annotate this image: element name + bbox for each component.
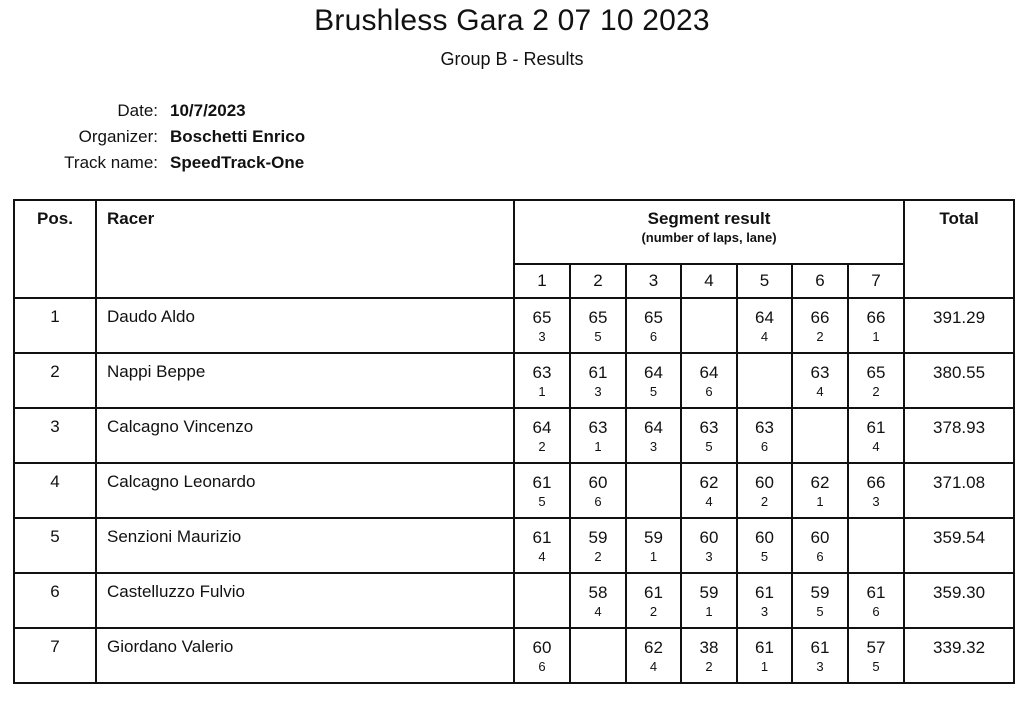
total-cell: 380.55 — [904, 353, 1014, 408]
lane-value: 4 — [649, 659, 658, 674]
table-row — [14, 353, 1014, 408]
lane-value: 6 — [760, 439, 769, 454]
track-label: Track name: — [64, 153, 158, 172]
segment-number: 4 — [681, 264, 737, 298]
segment-result-cell — [792, 518, 848, 573]
laps-value — [515, 574, 569, 583]
segment-result-cell — [514, 408, 570, 463]
laps-value: 64 — [532, 418, 552, 437]
segment-result-cell — [681, 463, 737, 518]
laps-value: 62 — [699, 473, 719, 492]
segment-result-cell — [626, 518, 681, 573]
laps-value: 61 — [532, 528, 552, 547]
segment-number: 5 — [737, 264, 792, 298]
segment-result-cell — [737, 408, 792, 463]
racer-name-cell: Daudo Aldo — [96, 298, 514, 353]
lane-value: 5 — [649, 384, 658, 399]
lane-value: 3 — [538, 329, 546, 344]
laps-value: 63 — [699, 418, 719, 437]
laps-value: 62 — [810, 473, 830, 492]
segment-result-cell — [737, 628, 792, 683]
total-header: Total — [904, 200, 1014, 298]
laps-value: 66 — [866, 473, 886, 492]
table-row — [14, 463, 1014, 518]
total-cell: 391.29 — [904, 298, 1014, 353]
laps-value: 60 — [699, 528, 719, 547]
segment-result-cell — [737, 463, 792, 518]
laps-value: 63 — [810, 363, 830, 382]
segment-result-cell — [626, 573, 681, 628]
page-subtitle: Group B - Results — [440, 49, 584, 69]
laps-value — [682, 299, 736, 308]
racer-name-cell: Giordano Valerio — [96, 628, 514, 683]
total-cell: 359.30 — [904, 573, 1014, 628]
racer-name-cell: Castelluzzo Fulvio — [96, 573, 514, 628]
segment-result-cell — [514, 463, 570, 518]
lane-value: 5 — [760, 549, 769, 564]
laps-value: 59 — [644, 528, 663, 547]
racer-name-cell: Calcagno Vincenzo — [96, 408, 514, 463]
position-cell: 7 — [14, 628, 96, 683]
position-cell: 1 — [14, 298, 96, 353]
lane-value: 6 — [816, 549, 824, 564]
laps-value: 63 — [755, 418, 774, 437]
laps-value: 64 — [644, 363, 663, 382]
racer-name-cell: Calcagno Leonardo — [96, 463, 514, 518]
lane-value: 3 — [705, 549, 713, 564]
position-cell: 4 — [14, 463, 96, 518]
segment-result-cell — [626, 408, 681, 463]
segment-result-cell — [792, 628, 848, 683]
segment-result-cell — [737, 573, 792, 628]
lane-value: 1 — [594, 439, 602, 454]
segment-result-cell — [681, 408, 737, 463]
segment-result-header — [514, 200, 904, 264]
results-body — [14, 298, 1014, 683]
segment-result-cell — [737, 298, 792, 353]
organizer-row — [40, 124, 305, 150]
laps-value: 60 — [755, 528, 774, 547]
table-row — [14, 628, 1014, 683]
laps-value: 66 — [866, 308, 886, 327]
page-title: Brushless Gara 2 07 10 2023 — [314, 4, 710, 37]
lane-value: 4 — [538, 549, 546, 564]
position-cell: 3 — [14, 408, 96, 463]
laps-value — [571, 629, 625, 638]
racer-header: Racer — [96, 200, 514, 298]
lane-value: 2 — [705, 659, 713, 674]
results-header — [14, 200, 1014, 298]
lane-value: 5 — [594, 329, 602, 344]
header-row — [14, 200, 1014, 264]
laps-value — [793, 409, 847, 418]
segment-result-cell — [848, 463, 904, 518]
lane-value: 2 — [816, 329, 824, 344]
segment-result-cell — [626, 463, 681, 518]
segment-result-cell — [681, 518, 737, 573]
table-row — [14, 518, 1014, 573]
laps-value: 38 — [699, 638, 719, 657]
table-row — [14, 573, 1014, 628]
segment-result-cell — [681, 298, 737, 353]
laps-value: 59 — [699, 583, 719, 602]
lane-value: 3 — [872, 494, 880, 509]
laps-value: 61 — [866, 583, 886, 602]
table-row — [14, 298, 1014, 353]
date-row — [40, 98, 305, 124]
lane-value: 2 — [760, 494, 769, 509]
segment-number: 6 — [792, 264, 848, 298]
laps-value — [627, 464, 680, 473]
laps-value: 61 — [532, 473, 552, 492]
segment-number: 7 — [848, 264, 904, 298]
laps-value: 65 — [532, 308, 552, 327]
lane-value: 2 — [538, 439, 546, 454]
laps-value: 57 — [866, 638, 886, 657]
lane-value: 1 — [760, 659, 769, 674]
segment-result-cell — [570, 408, 626, 463]
position-cell: 2 — [14, 353, 96, 408]
organizer-label: Organizer: — [78, 127, 158, 146]
segment-result-cell — [792, 573, 848, 628]
segment-result-cell — [792, 353, 848, 408]
total-cell: 359.54 — [904, 518, 1014, 573]
laps-value — [738, 354, 791, 363]
laps-value: 64 — [699, 363, 719, 382]
segment-result-cell — [626, 298, 681, 353]
segment-result-cell — [792, 298, 848, 353]
segment-result-cell — [848, 298, 904, 353]
lane-value: 1 — [872, 329, 880, 344]
segment-result-cell — [626, 628, 681, 683]
lane-value: 6 — [872, 604, 880, 619]
lane-value: 2 — [649, 604, 658, 619]
lane-value: 4 — [816, 384, 824, 399]
segment-number: 1 — [514, 264, 570, 298]
segment-result-cell — [570, 518, 626, 573]
date-value: 10/7/2023 — [170, 101, 246, 120]
lane-value: 5 — [816, 604, 824, 619]
racer-name-cell: Senzioni Maurizio — [96, 518, 514, 573]
lane-value: 5 — [872, 659, 880, 674]
segment-result-cell — [792, 463, 848, 518]
laps-value: 63 — [588, 418, 608, 437]
laps-value: 60 — [755, 473, 774, 492]
segment-result-cell — [681, 573, 737, 628]
organizer-value: Boschetti Enrico — [170, 127, 306, 146]
segment-result-cell — [514, 628, 570, 683]
lane-value: 1 — [649, 549, 658, 564]
lane-value: 1 — [538, 384, 546, 399]
laps-value: 64 — [755, 308, 774, 327]
laps-value: 59 — [810, 583, 830, 602]
laps-value: 63 — [532, 363, 552, 382]
laps-value: 60 — [810, 528, 830, 547]
segment-number: 3 — [626, 264, 681, 298]
lane-value: 6 — [649, 329, 658, 344]
results-table — [13, 199, 1015, 684]
laps-value: 61 — [810, 638, 830, 657]
pos-header: Pos. — [14, 200, 96, 298]
lane-value: 6 — [594, 494, 602, 509]
laps-value: 65 — [866, 363, 886, 382]
segment-result-cell — [570, 573, 626, 628]
lane-value: 3 — [649, 439, 658, 454]
lane-value: 2 — [594, 549, 602, 564]
laps-value: 61 — [866, 418, 886, 437]
lane-value: 5 — [705, 439, 713, 454]
laps-value: 64 — [644, 418, 663, 437]
lane-value: 3 — [760, 604, 769, 619]
laps-value — [849, 519, 903, 528]
laps-value: 61 — [755, 583, 774, 602]
lane-value: 1 — [705, 604, 713, 619]
position-cell: 6 — [14, 573, 96, 628]
segment-result-cell — [737, 353, 792, 408]
segment-number: 2 — [570, 264, 626, 298]
laps-value: 59 — [588, 528, 608, 547]
lane-value: 6 — [705, 384, 713, 399]
lane-value: 3 — [594, 384, 602, 399]
laps-value: 65 — [588, 308, 608, 327]
total-cell: 378.93 — [904, 408, 1014, 463]
lane-value: 5 — [538, 494, 546, 509]
segment-result-subtitle: (number of laps, lane) — [641, 230, 777, 245]
laps-value: 62 — [644, 638, 663, 657]
lane-value: 1 — [816, 494, 824, 509]
segment-result-cell — [848, 573, 904, 628]
segment-result-cell — [848, 353, 904, 408]
laps-value: 65 — [644, 308, 663, 327]
lane-value: 3 — [816, 659, 824, 674]
segment-result-cell — [792, 408, 848, 463]
laps-value: 61 — [644, 583, 663, 602]
segment-result-cell — [570, 463, 626, 518]
lane-value: 6 — [538, 659, 546, 674]
lane-value: 2 — [872, 384, 880, 399]
total-cell: 371.08 — [904, 463, 1014, 518]
position-cell: 5 — [14, 518, 96, 573]
lane-value: 4 — [594, 604, 602, 619]
segment-result-cell — [514, 353, 570, 408]
segment-result-cell — [848, 518, 904, 573]
segment-result-cell — [626, 353, 681, 408]
segment-result-cell — [681, 628, 737, 683]
laps-value: 66 — [810, 308, 830, 327]
segment-result-cell — [570, 298, 626, 353]
segment-result-cell — [681, 353, 737, 408]
track-value: SpeedTrack-One — [170, 153, 305, 172]
segment-result-cell — [570, 353, 626, 408]
segment-result-cell — [737, 518, 792, 573]
segment-result-cell — [514, 573, 570, 628]
event-info — [40, 98, 305, 176]
segment-result-cell — [570, 628, 626, 683]
segment-result-title: Segment result — [647, 209, 771, 228]
segment-result-cell — [848, 408, 904, 463]
total-cell: 339.32 — [904, 628, 1014, 683]
lane-value: 4 — [760, 329, 769, 344]
segment-result-cell — [848, 628, 904, 683]
segment-result-cell — [514, 518, 570, 573]
date-label: Date: — [117, 101, 158, 120]
laps-value: 58 — [588, 583, 608, 602]
racer-name-cell: Nappi Beppe — [96, 353, 514, 408]
lane-value: 4 — [872, 439, 880, 454]
laps-value: 60 — [588, 473, 608, 492]
track-row — [40, 150, 305, 176]
laps-value: 60 — [532, 638, 552, 657]
lane-value: 4 — [705, 494, 713, 509]
laps-value: 61 — [755, 638, 774, 657]
table-row — [14, 408, 1014, 463]
laps-value: 61 — [588, 363, 608, 382]
segment-result-cell — [514, 298, 570, 353]
